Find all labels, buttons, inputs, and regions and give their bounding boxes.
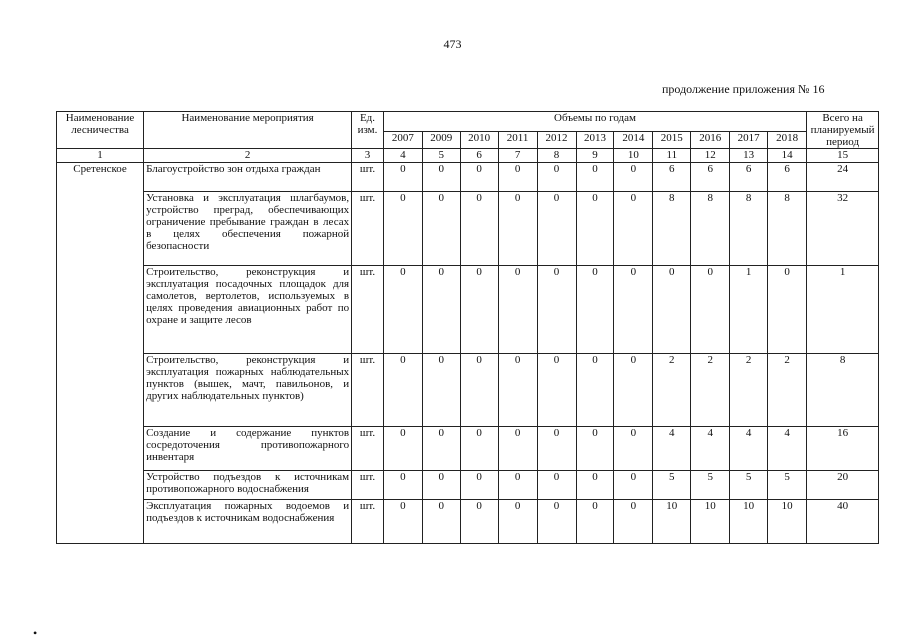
year-value-cell: 0 — [537, 471, 576, 500]
year-value-cell: 0 — [498, 192, 537, 266]
year-value-cell: 5 — [768, 471, 807, 500]
total-cell: 16 — [807, 427, 879, 471]
year-header-cell: 2018 — [768, 132, 807, 149]
year-header-cell: 2015 — [653, 132, 691, 149]
column-number-cell: 9 — [576, 149, 614, 163]
year-value-cell: 6 — [768, 163, 807, 192]
year-value-cell: 0 — [383, 354, 422, 427]
column-number-cell: 11 — [653, 149, 691, 163]
table-row — [57, 427, 879, 471]
year-value-cell: 0 — [614, 266, 653, 354]
year-header-cell: 2012 — [537, 132, 576, 149]
year-value-cell: 0 — [460, 266, 498, 354]
column-number-cell: 12 — [691, 149, 730, 163]
year-value-cell: 0 — [460, 354, 498, 427]
year-value-cell: 8 — [653, 192, 691, 266]
year-value-cell: 0 — [691, 266, 730, 354]
year-header-cell: 2010 — [460, 132, 498, 149]
year-value-cell: 0 — [383, 163, 422, 192]
table-row — [57, 192, 879, 266]
year-value-cell: 0 — [383, 192, 422, 266]
year-value-cell: 0 — [537, 500, 576, 544]
year-value-cell: 0 — [576, 427, 614, 471]
year-value-cell: 0 — [498, 427, 537, 471]
header-row-1 — [57, 112, 879, 132]
year-value-cell: 4 — [653, 427, 691, 471]
year-value-cell: 0 — [383, 266, 422, 354]
total-cell: 40 — [807, 500, 879, 544]
year-value-cell: 0 — [422, 192, 460, 266]
year-value-cell: 10 — [653, 500, 691, 544]
year-header-cell: 2013 — [576, 132, 614, 149]
header-volumes-by-year: Объемы по годам — [383, 112, 806, 132]
fire-safety-plan-table — [56, 111, 879, 544]
year-value-cell: 0 — [614, 354, 653, 427]
column-number-cell: 13 — [730, 149, 768, 163]
year-value-cell: 2 — [768, 354, 807, 427]
year-header-cell: 2011 — [498, 132, 537, 149]
total-cell: 24 — [807, 163, 879, 192]
year-value-cell: 10 — [730, 500, 768, 544]
year-value-cell: 0 — [537, 266, 576, 354]
year-value-cell: 0 — [576, 163, 614, 192]
year-value-cell: 0 — [460, 471, 498, 500]
year-value-cell: 4 — [768, 427, 807, 471]
year-value-cell: 0 — [422, 163, 460, 192]
column-number-cell: 3 — [352, 149, 384, 163]
table-row — [57, 266, 879, 354]
column-number-cell: 10 — [614, 149, 653, 163]
year-value-cell: 0 — [576, 192, 614, 266]
table-body — [57, 163, 879, 544]
year-value-cell: 0 — [614, 427, 653, 471]
continuation-label: продолжение приложения № 16 — [662, 82, 825, 96]
year-value-cell: 1 — [730, 266, 768, 354]
unit-cell: шт. — [352, 427, 384, 471]
unit-cell: шт. — [352, 500, 384, 544]
year-value-cell: 0 — [422, 500, 460, 544]
year-value-cell: 5 — [653, 471, 691, 500]
year-value-cell: 0 — [576, 266, 614, 354]
table-row — [57, 500, 879, 544]
year-value-cell: 10 — [691, 500, 730, 544]
year-header-cell: 2009 — [422, 132, 460, 149]
activity-cell: Строительство, реконструкция и эксплуатация посадочных площадок для самолетов, вертолетов, используемых в целях проведения авиационных работ по охране и защите лесов — [144, 266, 352, 354]
year-value-cell: 0 — [537, 354, 576, 427]
year-value-cell: 0 — [614, 163, 653, 192]
header-unit: Ед. изм. — [352, 112, 384, 149]
year-value-cell: 0 — [768, 266, 807, 354]
year-value-cell: 4 — [691, 427, 730, 471]
year-value-cell: 0 — [422, 427, 460, 471]
activity-cell: Устройство подъездов к источникам противопожарного водоснабжения — [144, 471, 352, 500]
year-value-cell: 0 — [498, 266, 537, 354]
column-number-cell: 2 — [144, 149, 352, 163]
year-value-cell: 2 — [730, 354, 768, 427]
year-value-cell: 0 — [537, 192, 576, 266]
year-value-cell: 0 — [576, 354, 614, 427]
year-value-cell: 8 — [730, 192, 768, 266]
column-number-cell: 7 — [498, 149, 537, 163]
year-value-cell: 8 — [691, 192, 730, 266]
activity-cell: Строительство, реконструкция и эксплуатация пожарных наблюдательных пунктов (вышек, мачт, павильонов, и других наблюдательных пунктов) — [144, 354, 352, 427]
year-value-cell: 0 — [498, 500, 537, 544]
year-value-cell: 5 — [691, 471, 730, 500]
year-value-cell: 0 — [460, 163, 498, 192]
year-value-cell: 0 — [614, 471, 653, 500]
table-row — [57, 354, 879, 427]
year-value-cell: 2 — [691, 354, 730, 427]
header-forestry: Наименование лесничества — [57, 112, 144, 149]
year-value-cell: 0 — [383, 500, 422, 544]
year-value-cell: 0 — [422, 354, 460, 427]
page-number: 473 — [443, 37, 462, 51]
year-value-cell: 6 — [653, 163, 691, 192]
year-value-cell: 4 — [730, 427, 768, 471]
year-header-cell: 2016 — [691, 132, 730, 149]
year-value-cell: 0 — [460, 500, 498, 544]
activity-cell: Создание и содержание пунктов сосредоточения противопожарного инвентаря — [144, 427, 352, 471]
year-value-cell: 0 — [383, 471, 422, 500]
year-value-cell: 0 — [614, 500, 653, 544]
year-value-cell: 0 — [422, 266, 460, 354]
year-value-cell: 2 — [653, 354, 691, 427]
total-cell: 20 — [807, 471, 879, 500]
column-number-cell: 4 — [383, 149, 422, 163]
activity-cell: Установка и эксплуатация шлагбаумов, устройство преград, обеспечивающих ограничение пребывание граждан в лесах в целях обеспечения пожарной безопасности — [144, 192, 352, 266]
stray-mark: • — [33, 626, 38, 640]
header-activity: Наименование мероприятия — [144, 112, 352, 149]
year-value-cell: 0 — [576, 471, 614, 500]
activity-cell: Эксплуатация пожарных водоемов и подъездов к источникам водоснабжения — [144, 500, 352, 544]
forestry-name-cell: Сретенское — [57, 163, 144, 544]
year-value-cell: 0 — [537, 163, 576, 192]
year-value-cell: 0 — [422, 471, 460, 500]
year-value-cell: 0 — [498, 163, 537, 192]
year-value-cell: 0 — [460, 192, 498, 266]
year-value-cell: 5 — [730, 471, 768, 500]
year-value-cell: 0 — [537, 427, 576, 471]
unit-cell: шт. — [352, 192, 384, 266]
column-number-cell: 8 — [537, 149, 576, 163]
year-value-cell: 6 — [730, 163, 768, 192]
activity-cell: Благоустройство зон отдыха граждан — [144, 163, 352, 192]
column-number-cell: 5 — [422, 149, 460, 163]
year-value-cell: 0 — [383, 427, 422, 471]
column-number-cell: 1 — [57, 149, 144, 163]
year-value-cell: 0 — [653, 266, 691, 354]
column-number-cell: 15 — [807, 149, 879, 163]
column-numbers-row — [57, 149, 879, 163]
column-number-cell: 14 — [768, 149, 807, 163]
header-total: Всего на планируемый период — [807, 112, 879, 149]
unit-cell: шт. — [352, 354, 384, 427]
unit-cell: шт. — [352, 266, 384, 354]
year-value-cell: 0 — [614, 192, 653, 266]
table-row — [57, 163, 879, 192]
year-value-cell: 0 — [460, 427, 498, 471]
total-cell: 8 — [807, 354, 879, 427]
table-row — [57, 471, 879, 500]
year-header-cell: 2014 — [614, 132, 653, 149]
unit-cell: шт. — [352, 163, 384, 192]
year-value-cell: 10 — [768, 500, 807, 544]
unit-cell: шт. — [352, 471, 384, 500]
total-cell: 1 — [807, 266, 879, 354]
total-cell: 32 — [807, 192, 879, 266]
year-value-cell: 0 — [498, 471, 537, 500]
year-header-cell: 2007 — [383, 132, 422, 149]
year-value-cell: 6 — [691, 163, 730, 192]
year-value-cell: 0 — [498, 354, 537, 427]
column-number-cell: 6 — [460, 149, 498, 163]
year-header-cell: 2017 — [730, 132, 768, 149]
year-value-cell: 0 — [576, 500, 614, 544]
year-value-cell: 8 — [768, 192, 807, 266]
